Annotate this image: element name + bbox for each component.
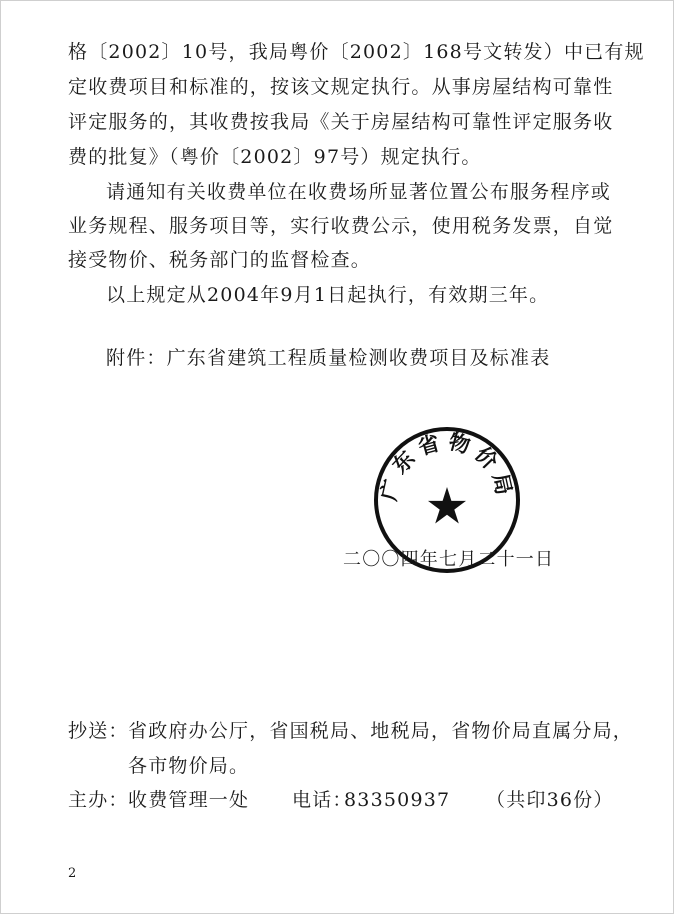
- host-value: 收费管理一处: [128, 789, 250, 811]
- body-line: 格〔2002〕10号，我局粤价〔2002〕168号文转发）中已有规: [68, 41, 645, 63]
- body-line: 定收费项目和标准的，按该文规定执行。从事房屋结构可靠性: [68, 76, 614, 98]
- issue-date: 二〇〇四年七月二十一日: [343, 549, 555, 570]
- body-line: 请通知有关收费单位在收费场所显著位置公布服务程序或: [106, 181, 612, 203]
- attachment-line: 附件：广东省建筑工程质量检测收费项目及标准表: [106, 347, 551, 369]
- phone-label: 电话：: [292, 789, 353, 811]
- body-line: 费的批复》（粤价〔2002〕97号）规定执行。: [68, 146, 482, 168]
- body-line: 业务规程、服务项目等，实行收费公示，使用税务发票，自觉: [68, 215, 614, 237]
- cc-line-2: 各市物价局。: [128, 755, 250, 777]
- page-number: 2: [68, 866, 77, 881]
- seal-star-icon: [428, 487, 466, 524]
- seal-text-path: 广东省物价局: [375, 428, 519, 503]
- body-line: 评定服务的，其收费按我局《关于房屋结构可靠性评定服务收: [68, 111, 614, 133]
- copies-count: （共印36份）: [486, 789, 614, 811]
- cc-line-1: 省政府办公厅，省国税局、地税局，省物价局直属分局，: [128, 720, 634, 742]
- phone-value: 83350937: [344, 789, 451, 811]
- body-line: 接受物价、税务部门的监督检查。: [68, 249, 372, 271]
- host-label: 主办：: [68, 789, 129, 811]
- cc-label: 抄送：: [68, 720, 129, 742]
- effective-date-line: 以上规定从2004年9月1日起执行，有效期三年。: [106, 284, 550, 306]
